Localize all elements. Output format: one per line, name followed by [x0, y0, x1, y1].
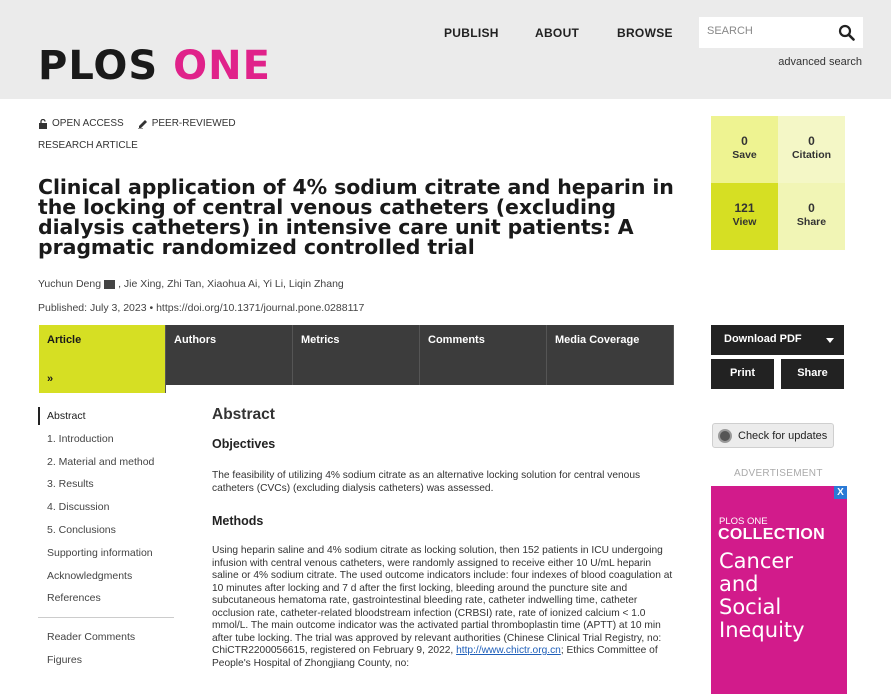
close-icon[interactable]: X	[834, 486, 847, 499]
metric-label: Save	[732, 149, 757, 161]
check-for-updates-label: Check for updates	[738, 429, 828, 442]
other-authors[interactable]: , Jie Xing, Zhi Tan, Xiaohua Ai, Yi Li, Liqin Zhang	[118, 278, 344, 290]
nav-item-reader-comments[interactable]: Reader Comments	[47, 631, 136, 644]
article-title: Clinical application of 4% sodium citrate and heparin in the locking of central venous catheters (excluding dialysis catheters) in intensive care unit patients: A pragmatic randomized controlled trial	[38, 175, 674, 259]
methods-heading: Methods	[212, 514, 264, 528]
tab-label: Authors	[174, 334, 217, 346]
peer-reviewed-pen-icon	[138, 119, 148, 129]
nav-item-acknowledgments[interactable]: Acknowledgments	[47, 569, 133, 582]
article-section-nav	[38, 407, 174, 674]
metric-label: View	[732, 216, 757, 228]
nav-item-abstract[interactable]: Abstract	[38, 407, 174, 425]
tab-media-coverage[interactable]	[547, 325, 674, 385]
tab-label: Metrics	[301, 334, 340, 346]
metric-citation[interactable]	[778, 116, 845, 183]
nav-item-supporting-information[interactable]: Supporting information	[47, 546, 153, 559]
tab-metrics[interactable]	[293, 325, 420, 385]
metric-value: 121	[734, 201, 755, 215]
logo-text-one: ONE	[173, 43, 271, 89]
ad-headline	[719, 550, 805, 642]
methods-text	[212, 545, 677, 670]
metric-save[interactable]	[711, 116, 778, 183]
metric-value: 0	[741, 134, 748, 148]
nav-about[interactable]: ABOUT	[535, 26, 580, 40]
nav-item-material-method[interactable]: 2. Material and method	[47, 455, 155, 468]
objectives-text: The feasibility of utilizing 4% sodium citrate as an alternative locking solution for central venous catheters (CVCs) (excluding dialysis catheters) was assessed.	[212, 470, 641, 494]
search-icon[interactable]	[838, 24, 855, 41]
article-type: RESEARCH ARTICLE	[38, 140, 138, 151]
metric-value: 0	[808, 201, 815, 215]
ad-collection-label: COLLECTION	[718, 526, 825, 543]
search-input[interactable]	[707, 25, 827, 37]
nav-divider	[38, 617, 174, 618]
article-badges	[38, 118, 236, 129]
abstract-heading: Abstract	[212, 406, 275, 423]
methods-body-tail: ; Ethics Committee of People's Hospital of Zhongjiang County, no:	[212, 645, 658, 669]
nav-publish[interactable]: PUBLISH	[444, 26, 499, 40]
peer-reviewed-label: PEER-REVIEWED	[151, 118, 236, 129]
nav-item-discussion[interactable]: 4. Discussion	[47, 501, 110, 514]
tab-comments[interactable]	[420, 325, 547, 385]
nav-item-references[interactable]: References	[47, 592, 101, 605]
download-pdf-button[interactable]	[711, 325, 844, 355]
chevron-down-icon: »	[47, 373, 54, 385]
ad-journal-name: PLOS ONE	[719, 516, 768, 527]
nav-item-conclusions[interactable]: 5. Conclusions	[47, 523, 116, 536]
methods-body: Using heparin saline and 4% sodium citrate as locking solution, then 152 patients in ICU undergoing infusion with central venous catheters, were randomly assigned to receive either 10 U/mL heparin saline or 4% sodium citrate. The used outcome indicators include: four indexes of blood coagulation at 10 minutes after locking and 7 d after the first locking, bleeding around the puncture site and subcutaneous hematoma rate, gastrointestinal bleeding rate, catheter indwelling time, catheter occlusion rate, catheter-related bloodstream infection (CRBSI) rate, rate of ionized calcium < 1.0 mmol/L. The main outcome indicator was the activated partial thromboplastin time (APTT) at 10 min after tube locking. The trial was approved by relevant authorities (Chinese Clinical Trial Registry, no: ChiCTR2200056615, registered on February 9, 2022,	[212, 545, 673, 656]
advertisement-banner[interactable]	[711, 486, 847, 694]
nav-item-figures[interactable]: Figures	[47, 653, 83, 666]
metric-share[interactable]	[778, 183, 845, 250]
author-link[interactable]: Yuchun Deng	[38, 278, 102, 290]
author-list	[38, 278, 344, 290]
logo-text-plos: PLOS	[38, 43, 159, 89]
check-for-updates-button[interactable]	[712, 423, 834, 448]
publication-info: Published: July 3, 2023 • https://doi.org/10.1371/journal.pone.0288117	[38, 302, 365, 314]
nav-item-introduction[interactable]: 1. Introduction	[47, 432, 114, 445]
nav-browse[interactable]: BROWSE	[617, 26, 673, 40]
tab-label: Article	[47, 334, 82, 346]
metric-value: 0	[808, 134, 815, 148]
open-access-label: OPEN ACCESS	[52, 118, 124, 129]
email-icon[interactable]	[104, 280, 115, 289]
download-pdf-label: Download PDF	[724, 333, 802, 345]
caret-down-icon[interactable]	[826, 338, 834, 343]
tab-label: Comments	[428, 334, 485, 346]
search-box	[699, 17, 863, 48]
metric-label: Share	[796, 216, 827, 228]
article-metrics	[711, 116, 845, 250]
article-tabs	[39, 325, 674, 393]
plos-one-logo[interactable]	[38, 42, 271, 90]
tab-authors[interactable]	[166, 325, 293, 385]
nav-item-results[interactable]: 3. Results	[47, 478, 94, 491]
metric-view[interactable]	[711, 183, 778, 250]
print-button[interactable]: Print	[711, 359, 774, 389]
ad-headline-line: Cancer	[719, 549, 793, 573]
chictr-link[interactable]: http://www.chictr.org.cn	[456, 645, 561, 656]
tab-label: Media Coverage	[555, 334, 640, 346]
objectives-heading: Objectives	[212, 437, 276, 451]
ad-headline-line: Social	[719, 595, 782, 619]
site-header	[0, 0, 891, 99]
metric-label: Citation	[791, 149, 832, 161]
crossmark-icon	[718, 429, 732, 443]
open-access-lock-icon	[38, 119, 48, 129]
advanced-search-link[interactable]: advanced search	[778, 56, 862, 68]
ad-headline-line: Inequity	[719, 618, 805, 642]
ad-headline-line: and	[719, 572, 759, 596]
advertisement-label: ADVERTISEMENT	[734, 468, 823, 479]
tab-article[interactable]	[39, 325, 166, 393]
share-button[interactable]: Share	[781, 359, 844, 389]
